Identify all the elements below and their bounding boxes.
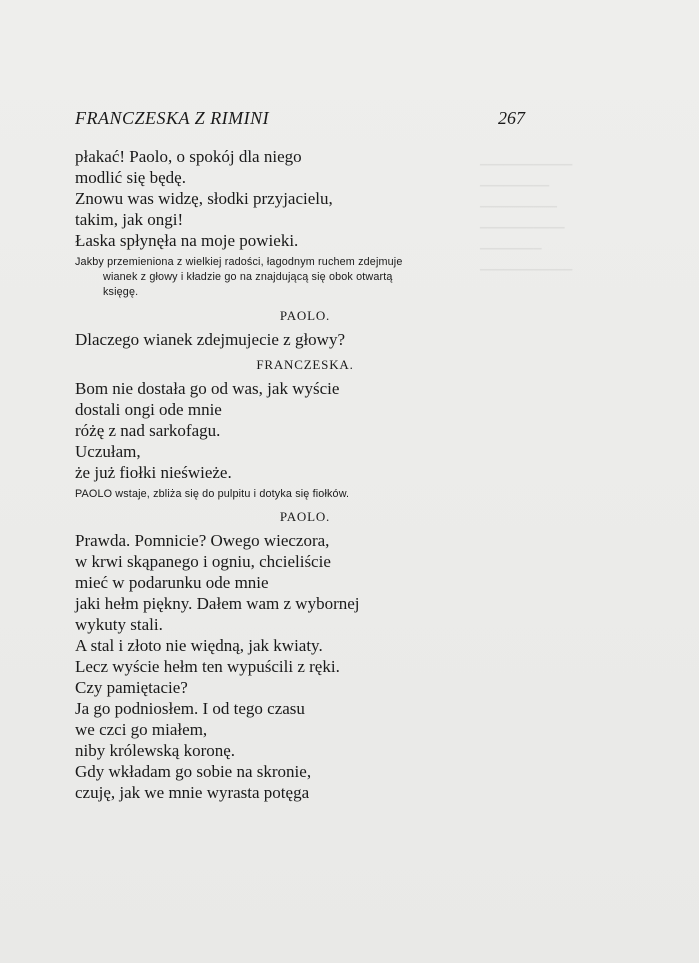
verse-block-3 — [75, 378, 535, 483]
verse-line: płakać! Paolo, o spokój dla niego — [75, 147, 302, 166]
verse-line: Czy pamiętacie? — [75, 678, 188, 697]
verse-line: Bom nie dostała go od was, jak wyście — [75, 379, 340, 398]
verse-line: Uczułam, — [75, 442, 141, 461]
running-title: FRANCZESKA Z RIMINI — [75, 108, 270, 128]
verse-line: we czci go miałem, — [75, 720, 208, 739]
verse-line: takim, jak ongi! — [75, 210, 184, 229]
verse-line: różę z nad sarkofagu. — [75, 421, 221, 440]
page-header — [75, 108, 525, 132]
verse-block-2 — [75, 329, 535, 350]
verse-line: Lecz wyście hełm ten wypuścili z ręki. — [75, 657, 340, 676]
verse-block-4 — [75, 530, 535, 803]
verse-line: wykuty stali. — [75, 615, 163, 634]
verse-line: niby królewską koronę. — [75, 741, 236, 760]
verse-line: Łaska spłynęła na moje powieki. — [75, 231, 299, 250]
page-body — [75, 146, 535, 803]
verse-line: Znowu was widzę, słodki przyjacielu, — [75, 189, 333, 208]
verse-line: modlić się będę. — [75, 168, 186, 187]
verse-line: Ja go podniosłem. I od tego czasu — [75, 699, 305, 718]
verse-line: Gdy wkładam go sobie na skronie, — [75, 762, 312, 781]
stage-direction-line: księgę. — [103, 286, 139, 298]
verse-line: A stal i złoto nie więdną, jak kwiaty. — [75, 636, 323, 655]
stage-direction-1 — [75, 255, 535, 300]
bleed-through-text: ▁▁▁▁▁▁▁▁▁▁▁▁ ▁▁▁▁▁▁▁▁▁ ▁▁▁▁▁▁▁▁▁▁ ▁▁▁▁▁▁▁▁▁▁▁ ▁▁▁▁▁▁▁▁ ▁▁▁▁▁▁▁▁▁▁▁▁ — [480, 155, 573, 271]
verse-line: dostali ongi ode mnie — [75, 400, 222, 419]
verse-line: w krwi skąpanego i ogniu, chcieliście — [75, 552, 331, 571]
speaker-name: FRANCZESKA. — [256, 357, 354, 372]
page-number: 267 — [498, 108, 525, 128]
stage-direction-line: wianek z głowy i kładzie go na znajdującą się obok otwartą — [103, 271, 393, 283]
verse-block-1 — [75, 146, 535, 251]
speaker-name: PAOLO. — [279, 308, 331, 323]
verse-line: czuję, jak we mnie wyrasta potęga — [75, 783, 310, 802]
verse-line: jaki hełm piękny. Dałem wam z wybornej — [75, 594, 360, 613]
verse-line: Dlaczego wianek zdejmujecie z głowy? — [75, 330, 345, 349]
stage-direction-line: Jakby przemieniona z wielkiej radości, łagodnym ruchem zdejmuje — [75, 256, 403, 268]
verse-line: mieć w podarunku ode mnie — [75, 573, 269, 592]
verse-line: że już fiołki nieświeże. — [75, 463, 232, 482]
stage-direction-2: PAOLO wstaje, zbliża się do pulpitu i dotyka się fiołków. — [75, 488, 350, 500]
verse-line: Prawda. Pomnicie? Owego wieczora, — [75, 531, 330, 550]
speaker-name: PAOLO. — [279, 509, 331, 524]
